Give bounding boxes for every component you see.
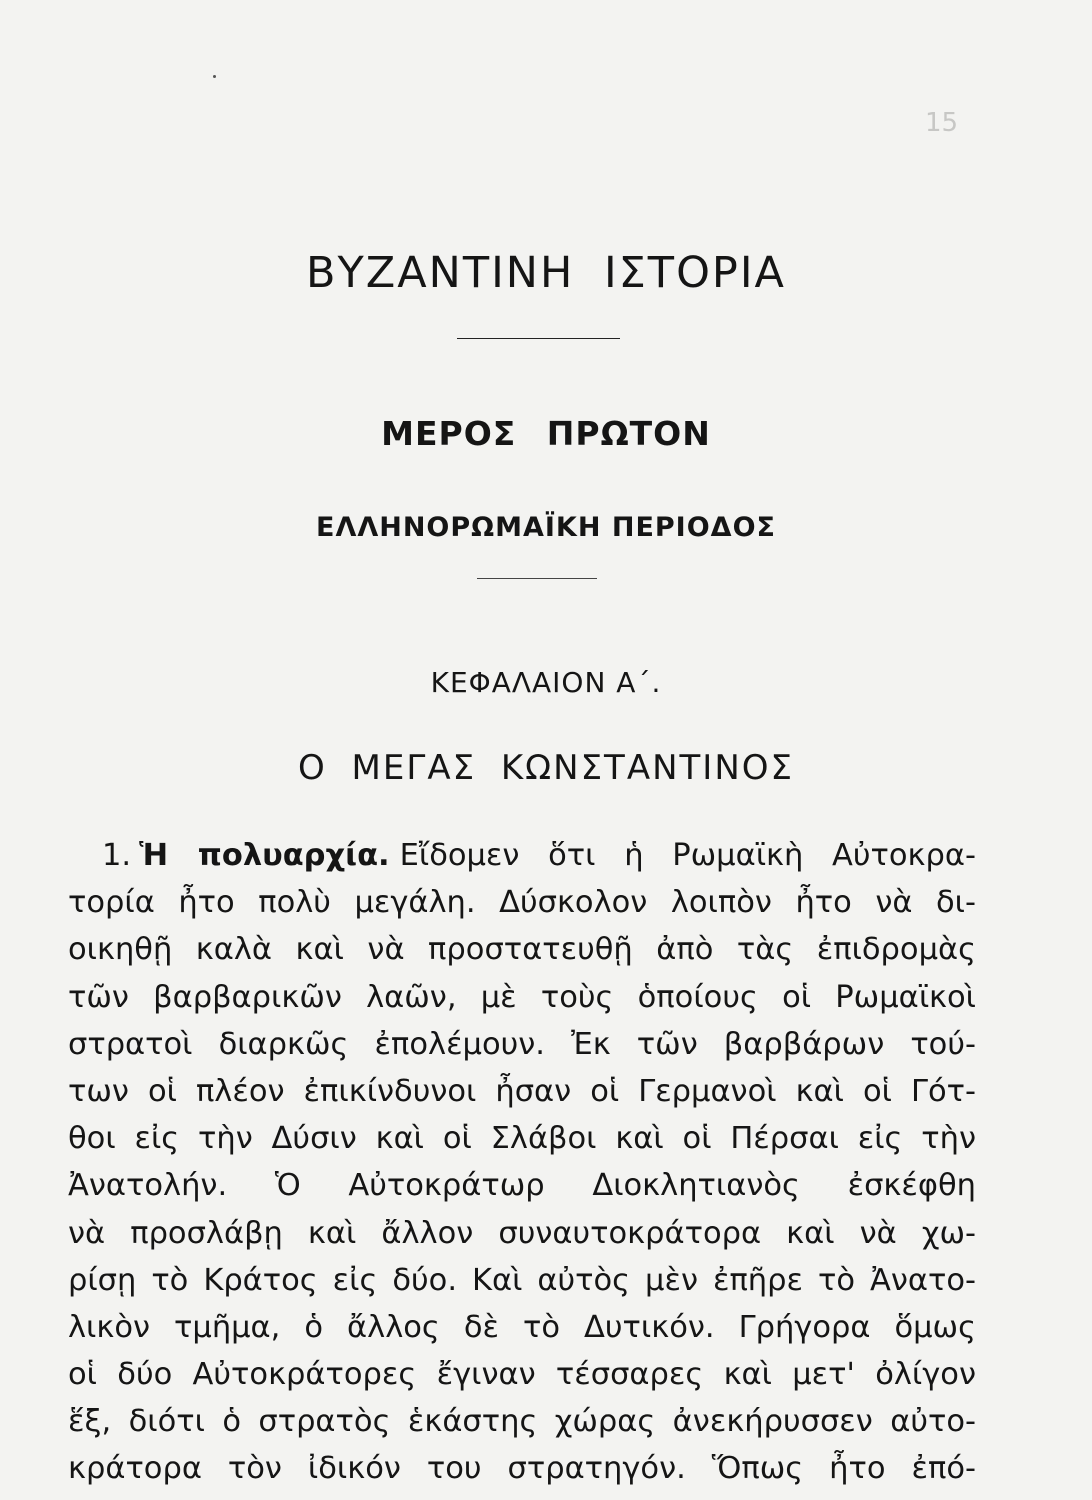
book-title: ΒΥΖΑΝΤΙΝΗ ΙΣΤΟΡΙΑ — [306, 248, 786, 298]
text-line: κράτορα τὸν ἰδικόν του στρατηγόν. Ὅπως ἦτο ἐπό- — [68, 1451, 976, 1487]
section-heading: Ἡ πολυαρχία. — [139, 838, 390, 873]
text-line: ρίσῃ τὸ Κράτος εἰς δύο. Καὶ αὐτὸς μὲν ἐπῆρε τὸ Ἀνατο- — [68, 1262, 976, 1298]
text-line: οικηθῇ καλὰ καὶ νὰ προστατευθῇ ἀπὸ τὰς ἐπιδρομὰς — [68, 932, 976, 968]
chapter-title: Ο ΜΕΓΑΣ ΚΩΝΣΤΑΝΤΙΝΟΣ — [297, 748, 794, 788]
text-line: στρατοὶ διαρκῶς ἐπολέμουν. Ἐκ τῶν βαρβάρων τού- — [68, 1026, 976, 1062]
text-line: οἱ δύο Αὐτοκράτορες ἔγιναν τέσσαρες καὶ μετ' ὀλίγον — [68, 1357, 976, 1393]
page-number: 15 — [925, 108, 959, 138]
text-line: ἕξ, διότι ὁ στρατὸς ἑκάστης χώρας ἀνεκήρυσσεν αὐτο- — [68, 1404, 976, 1440]
speck-mark — [213, 75, 216, 78]
section-number: 1. — [102, 838, 132, 873]
text-line: θοι εἰς τὴν Δύσιν καὶ οἱ Σλάβοι καὶ οἱ Πέρσαι εἰς τὴν — [68, 1121, 976, 1157]
section-body — [68, 832, 976, 1493]
part-heading: ΜΕΡΟΣ ΠΡΩΤΟΝ — [381, 414, 711, 453]
text-line: Ἀνατολήν. Ὁ Αὐτοκράτωρ Διοκλητιανὸς ἐσκέφθη — [68, 1168, 976, 1204]
period-heading: ΕΛΛΗΝΟΡΩΜΑΪΚΗ ΠΕΡΙΟΔΟΣ — [316, 512, 776, 543]
title-divider — [457, 338, 620, 339]
period-divider — [477, 578, 597, 579]
text-line: νὰ προσλάβῃ καὶ ἄλλον συναυτοκράτορα καὶ νὰ χω- — [68, 1215, 976, 1251]
text-line: τῶν βαρβαρικῶν λαῶν, μὲ τοὺς ὁποίους οἱ Ρωμαϊκοὶ — [68, 979, 976, 1015]
text-line — [68, 832, 976, 879]
line-text: Εἴδομεν ὅτι ἡ Ρωμαϊκὴ Αὐτοκρα- — [399, 838, 976, 873]
text-line: τορία ἦτο πολὺ μεγάλη. Δύσκολον λοιπὸν ἦτο νὰ δι- — [68, 885, 976, 921]
chapter-label: ΚΕΦΑΛΑΙΟΝ Α΄. — [430, 666, 662, 699]
text-line: λικὸν τμῆμα, ὁ ἄλλος δὲ τὸ Δυτικόν. Γρήγορα ὅμως — [68, 1309, 976, 1345]
text-line: των οἱ πλέον ἐπικίνδυνοι ἦσαν οἱ Γερμανοὶ καὶ οἱ Γότ- — [68, 1073, 976, 1109]
